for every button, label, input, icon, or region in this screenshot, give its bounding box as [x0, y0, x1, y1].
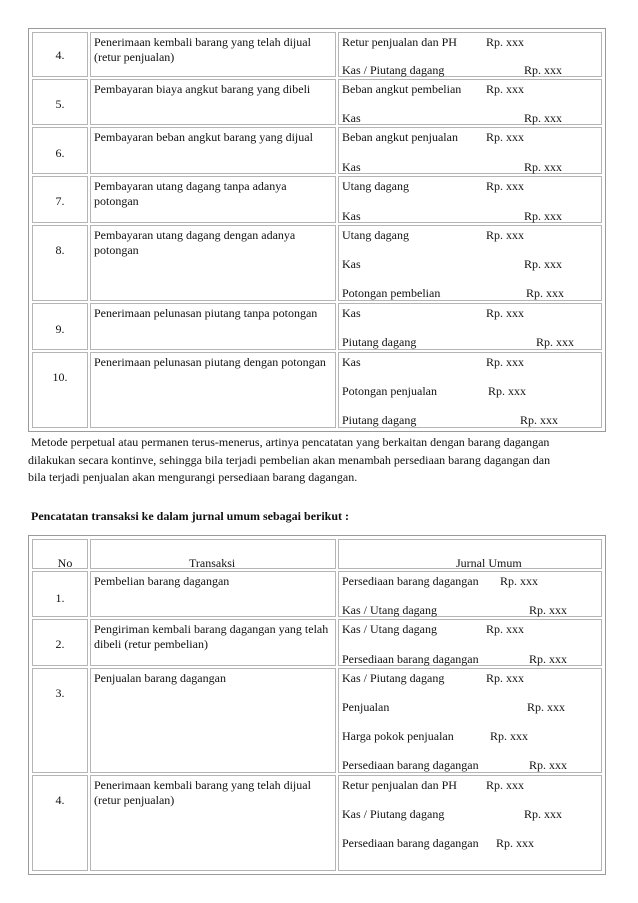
journal-amount: Rp. xxx — [520, 413, 559, 427]
journal-account: Utang dagang — [342, 179, 409, 193]
table-header-row — [29, 539, 605, 569]
journal-account: Piutang dagang — [342, 335, 417, 349]
table-row — [29, 127, 605, 174]
transaction-text: Pembayaran utang dagang tanpa adanya potongan — [94, 179, 287, 208]
section-heading: Pencatatan transaksi ke dalam jurnal umum sebagai berikut : — [28, 509, 350, 523]
row-number: 10. — [52, 370, 68, 384]
transaction-text: Penerimaan pelunasan piutang tanpa potongan — [94, 306, 318, 320]
transaction-text: Pembelian barang dagangan — [94, 574, 230, 588]
journal-account: Persediaan barang dagangan — [342, 652, 479, 666]
transaction-text: Pengiriman kembali barang dagangan yang telah dibeli (retur pembelian) — [94, 622, 329, 651]
journal-account: Kas — [342, 257, 361, 271]
journal-account: Kas / Utang dagang — [342, 622, 437, 636]
row-number: 3. — [55, 686, 65, 700]
journal-account: Piutang dagang — [342, 413, 417, 427]
journal-amount: Rp. xxx — [529, 652, 568, 666]
journal-amount: Rp. xxx — [486, 179, 525, 193]
journal-account: Persediaan barang dagangan — [342, 836, 479, 850]
table-row — [29, 775, 605, 871]
paragraph-line: Metode perpetual atau permanen terus-menerus, artinya pencatatan yang berkaitan dengan barang dagangan — [28, 435, 550, 449]
journal-account: Kas / Piutang dagang — [342, 807, 445, 821]
row-number: 9. — [55, 322, 65, 336]
journal-account: Kas — [342, 111, 361, 125]
journal-amount: Rp. xxx — [496, 836, 535, 850]
journal-table-continued — [28, 28, 606, 432]
journal-amount: Rp. xxx — [486, 622, 525, 636]
row-number: 5. — [55, 97, 65, 111]
journal-amount: Rp. xxx — [529, 758, 568, 772]
transaction-text: Penerimaan kembali barang yang telah dijual (retur penjualan) — [94, 35, 311, 64]
journal-amount: Rp. xxx — [524, 257, 563, 271]
journal-account: Retur penjualan dan PH — [342, 35, 457, 49]
journal-amount: Rp. xxx — [486, 82, 525, 96]
table-row — [29, 668, 605, 773]
paragraph-line: dilakukan secara kontinve, sehingga bila terjadi pembelian akan menambah persediaan barang dagangan dan — [28, 452, 551, 467]
transaction-text: Penerimaan pelunasan piutang dengan potongan — [94, 355, 326, 369]
journal-amount: Rp. xxx — [524, 209, 563, 223]
journal-account: Harga pokok penjualan — [342, 729, 454, 743]
journal-account: Potongan pembelian — [342, 286, 441, 300]
journal-amount: Rp. xxx — [486, 355, 525, 369]
row-number: 6. — [55, 146, 65, 160]
journal-amount: Rp. xxx — [486, 671, 525, 685]
journal-account: Potongan penjualan — [342, 384, 437, 398]
journal-account: Penjualan — [342, 700, 390, 714]
journal-amount: Rp. xxx — [488, 384, 527, 398]
journal-amount: Rp. xxx — [526, 286, 565, 300]
perpetual-method-paragraph — [28, 434, 608, 487]
row-number: 7. — [55, 194, 65, 208]
table-row — [29, 352, 605, 428]
journal-account: Kas — [342, 306, 361, 320]
row-number: 1. — [55, 591, 65, 605]
paragraph-line: bila terjadi penjualan akan mengurangi persediaan barang dagangan. — [28, 470, 358, 484]
journal-account: Kas / Piutang dagang — [342, 63, 445, 77]
journal-amount: Rp. xxx — [529, 603, 568, 617]
journal-amount: Rp. xxx — [490, 729, 529, 743]
journal-amount: Rp. xxx — [486, 228, 525, 242]
table-row — [29, 619, 605, 666]
journal-amount: Rp. xxx — [486, 130, 525, 144]
journal-account: Beban angkut penjualan — [342, 130, 458, 144]
transaction-text: Penjualan barang dagangan — [94, 671, 226, 685]
journal-account: Utang dagang — [342, 228, 409, 242]
table-row — [29, 176, 605, 223]
table-row — [29, 32, 605, 77]
journal-account: Kas — [342, 160, 361, 174]
transaction-text: Pembayaran beban angkut barang yang dijual — [94, 130, 313, 144]
journal-account: Kas — [342, 209, 361, 223]
row-number: 4. — [55, 48, 65, 62]
row-number: 4. — [55, 793, 65, 807]
table-row — [29, 303, 605, 350]
journal-account: Beban angkut pembelian — [342, 82, 462, 96]
journal-amount: Rp. xxx — [500, 574, 539, 588]
table-row — [29, 571, 605, 617]
journal-account: Kas — [342, 355, 361, 369]
journal-amount: Rp. xxx — [486, 778, 525, 792]
journal-amount: Rp. xxx — [524, 111, 563, 125]
header-no: No — [57, 556, 73, 570]
general-journal-table — [28, 535, 606, 875]
journal-amount: Rp. xxx — [524, 63, 563, 77]
journal-amount: Rp. xxx — [527, 700, 566, 714]
journal-amount: Rp. xxx — [524, 160, 563, 174]
journal-account: Kas / Utang dagang — [342, 603, 437, 617]
journal-amount: Rp. xxx — [536, 335, 575, 349]
transaction-text: Pembayaran utang dagang dengan adanya potongan — [94, 228, 296, 257]
table-row — [29, 225, 605, 301]
journal-account: Persediaan barang dagangan — [342, 574, 479, 588]
journal-account: Persediaan barang dagangan — [342, 758, 479, 772]
row-number: 8. — [55, 243, 65, 257]
transaction-text: Pembayaran biaya angkut barang yang dibeli — [94, 82, 311, 96]
journal-account: Retur penjualan dan PH — [342, 778, 457, 792]
header-transaksi: Transaksi — [189, 556, 236, 570]
journal-account: Kas / Piutang dagang — [342, 671, 445, 685]
transaction-text: Penerimaan kembali barang yang telah dijual (retur penjualan) — [94, 778, 311, 807]
journal-amount: Rp. xxx — [524, 807, 563, 821]
table-row — [29, 79, 605, 125]
journal-amount: Rp. xxx — [486, 306, 525, 320]
header-jurnal-umum: Jurnal Umum — [456, 556, 522, 570]
journal-amount: Rp. xxx — [486, 35, 525, 49]
row-number: 2. — [55, 637, 65, 651]
